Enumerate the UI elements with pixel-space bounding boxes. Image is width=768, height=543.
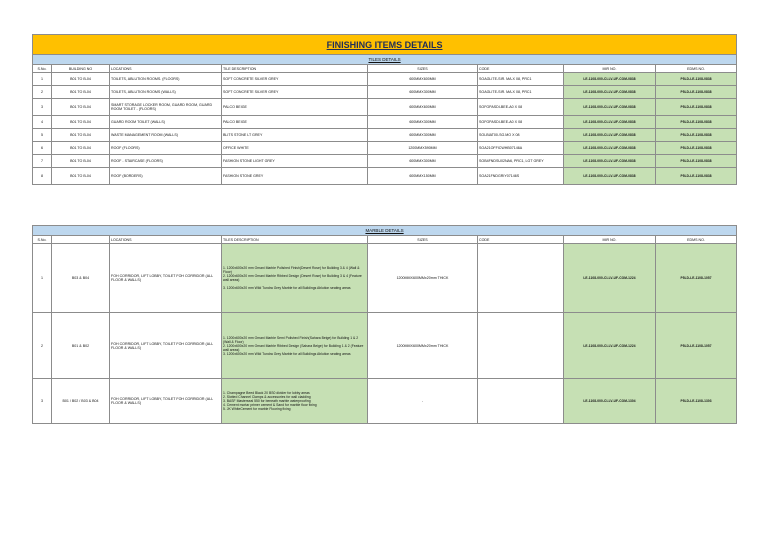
- row-sno: 3: [33, 379, 52, 424]
- header-code: CODE: [478, 65, 564, 73]
- row-mir-no: LE-1108-000-CI-LV-UF-COM-0838: [564, 116, 656, 129]
- row-size: 600MMX300MM: [368, 129, 478, 142]
- row-edms-no: P5LD-LE-1108-0838: [656, 129, 737, 142]
- row-size: 1200MMX590MM: [368, 142, 478, 155]
- row-code: SOA21OFFICWHB07146A: [478, 142, 564, 155]
- row-size: 1200MMX600MMx20mm THICK: [368, 244, 478, 313]
- row-edms-no: P5LD-LE-1108-0838: [656, 116, 737, 129]
- row-description: FASHION STONE LIGHT GREY: [222, 155, 368, 168]
- row-mir-no: LE-1108-000-CI-LV-UF-COM-0838: [564, 142, 656, 155]
- row-size: 600MMX600MM: [368, 99, 478, 116]
- marble-header-row: [33, 236, 737, 244]
- header-size: SIZES: [368, 236, 478, 244]
- table-row: [33, 155, 737, 168]
- row-edms-no: P5LD-LE-1108-1057: [656, 244, 737, 313]
- description-line: 2. Slotted Channel Clamps & accessories for wall cladding: [223, 395, 311, 399]
- row-description: SOFT CONCRETE SILVER GREY: [222, 73, 368, 86]
- row-building: B01 / B02 / B03 & B04: [52, 379, 110, 424]
- description-line: 3. 1200x600x20 mm Wild Tundra Grey Marble for all Buildings Ablution seating areas: [223, 286, 351, 290]
- description-line: 3. 1200x600x20 mm Wild Tundra Grey Marble for all Buildings Ablution seating areas: [223, 351, 351, 356]
- row-code: [478, 313, 564, 379]
- row-location: GUARD ROOM TOILET (WALLS): [110, 116, 222, 129]
- row-edms-no: P5LD-LE-1108-1057: [656, 313, 737, 379]
- description-line: 2. 1200x600x20 mm Omani Marble Ribbed Design (Sahara Beige) for Building 1 & 2 (Feature wall areas): [223, 343, 364, 352]
- row-edms-no: P5LD-LE-1108-0838: [656, 155, 737, 168]
- row-edms-no: P5LD-LE-1108-0838: [656, 86, 737, 99]
- row-size: 600MMX150MM: [368, 168, 478, 185]
- row-description: [222, 244, 368, 313]
- table-row: [33, 313, 737, 379]
- row-description: FASHION STONE GREY: [222, 168, 368, 185]
- row-mir-no: LE-1108-000-CI-LV-UF-COM-0838: [564, 168, 656, 185]
- marble-table: [32, 225, 737, 424]
- row-building: B01 TO B-04: [52, 99, 110, 116]
- table-row: [33, 168, 737, 185]
- header-building: BUILDING NO: [52, 65, 110, 73]
- header-code: CODE: [478, 236, 564, 244]
- row-sno: 7: [33, 155, 52, 168]
- row-building: B01 TO B-04: [52, 116, 110, 129]
- row-size: 600MMX300MM: [368, 155, 478, 168]
- row-building: B01 TO B-04: [52, 129, 110, 142]
- row-description: BLITS STONE LT GREY: [222, 129, 368, 142]
- row-size: 600MMX300MM: [368, 86, 478, 99]
- row-code: SOFGPASDI-BEE-A0 X 08: [478, 99, 564, 116]
- description-line: 2. 1200x600x20 mm Omani Marble Ribbed Design (Desert Rose) for Building 3 & 4 (Feature wall areas): [223, 274, 362, 282]
- row-description: OFFICE WHITE: [222, 142, 368, 155]
- row-location: ROOF - STAIRCASE (FLOORS): [110, 155, 222, 168]
- header-mir: MIR NO.: [564, 65, 656, 73]
- row-sno: 2: [33, 86, 52, 99]
- description-line: 4. Cement mortar primer cement & Sand for marble floor fixing: [223, 403, 317, 407]
- row-code: SOLBIAT00-SG.MO X 08: [478, 129, 564, 142]
- row-code: SOB4FNDSU02NA6, PRC1, LGT GREY: [478, 155, 564, 168]
- row-building: B01 TO B-04: [52, 73, 110, 86]
- row-location: FOH CORRIDOR, LIFT LOBBY, TOILET FOH CORRIDOR (ALL FLOOR & WALLS): [110, 313, 222, 379]
- row-size: -: [368, 379, 478, 424]
- row-code: [478, 244, 564, 313]
- description-line: 3. BASF Masterseal 550 for beneath marble waterproofing: [223, 399, 311, 403]
- header-edms: EDMS NO.: [656, 236, 737, 244]
- row-code: SOA21FNDGRIY07146S: [478, 168, 564, 185]
- header-location: LOCATIONS: [110, 65, 222, 73]
- header-description: TILE DESCRIPTION: [222, 65, 368, 73]
- row-building: B01 TO B-04: [52, 142, 110, 155]
- row-edms-no: P5LD-LE-1108-1303: [656, 379, 737, 424]
- row-building: B01 & B02: [52, 313, 110, 379]
- row-building: B03 & B04: [52, 244, 110, 313]
- row-location: FOH CORRIDOR, LIFT LOBBY, TOILET FOH CORRIDOR (ALL FLOOR & WALLS): [110, 379, 222, 424]
- table-row: [33, 73, 737, 86]
- row-sno: 1: [33, 244, 52, 313]
- row-sno: 6: [33, 142, 52, 155]
- row-mir-no: LE-1108-000-CI-LV-UF-COM-1224: [564, 313, 656, 379]
- row-building: B01 TO B-04: [52, 86, 110, 99]
- row-mir-no: LE-1108-000-CI-LV-UF-COM-0838: [564, 155, 656, 168]
- row-sno: 4: [33, 116, 52, 129]
- page-title: FINISHING ITEMS DETAILS: [33, 35, 737, 55]
- description-line: 5. JK WhiteCement for marble Flooring fixing: [223, 407, 291, 411]
- row-size: 1200MMX600MMx20mm THICK: [368, 313, 478, 379]
- description-line: 1. 1200x600x20 mm Omani Marble Semi Polished Finish(Sahara Beige) for Building 1 & 2 (Wall & Floor): [223, 335, 359, 344]
- row-edms-no: P5LD-LE-1108-0838: [656, 142, 737, 155]
- table-row: [33, 379, 737, 424]
- header-mir: MIR NO.: [564, 236, 656, 244]
- row-location: WASTE MANAGEMENT ROOM (WALLS): [110, 129, 222, 142]
- row-description: PALCO BEIGE: [222, 116, 368, 129]
- header-description: TILES DESCRIPTION: [222, 236, 368, 244]
- row-sno: 3: [33, 99, 52, 116]
- table-row: [33, 86, 737, 99]
- table-row: [33, 142, 737, 155]
- header-building: [52, 236, 110, 244]
- row-mir-no: LE-1108-000-CI-LV-UF-COM-0838: [564, 86, 656, 99]
- row-mir-no: LE-1108-000-CI-LV-UF-COM-0838: [564, 73, 656, 86]
- row-location: SMART STORAGE LOCKER ROOM, GUARD ROOM, GUARD ROOM TOILET - (FLOORS): [110, 99, 222, 116]
- row-size: 600MMX600MM: [368, 73, 478, 86]
- header-size: SIZES: [368, 65, 478, 73]
- row-code: SOFGPASDI-BEE-A0 X 08: [478, 116, 564, 129]
- description-line: 1. Champagne Beed Black 20 BS0 divider for lobby areas: [223, 391, 310, 395]
- row-location: TOILETS, ABLUTION ROOMS (WALLS): [110, 86, 222, 99]
- row-building: B01 TO B-04: [52, 155, 110, 168]
- row-size: 600MMX300MM: [368, 116, 478, 129]
- row-description: PALCO BEIGE: [222, 99, 368, 116]
- row-sno: 1: [33, 73, 52, 86]
- row-mir-no: LE-1108-000-CI-LV-UF-COM-0838: [564, 129, 656, 142]
- header-sno: S.No.: [33, 236, 52, 244]
- row-edms-no: P5LD-LE-1108-0838: [656, 99, 737, 116]
- tiles-table: [32, 34, 737, 185]
- header-sno: S.No.: [33, 65, 52, 73]
- row-code: SOAGLITE-SIR. MA.X 08, PRC1: [478, 73, 564, 86]
- row-location: ROOF (BORDERS): [110, 168, 222, 185]
- row-description: SOFT CONCRETE SILVER GREY: [222, 86, 368, 99]
- row-code: [478, 379, 564, 424]
- header-edms: EDMS NO.: [656, 65, 737, 73]
- header-location: LOCATIONS: [110, 236, 222, 244]
- row-edms-no: P5LD-LE-1108-0838: [656, 73, 737, 86]
- row-code: SOAGLITE-SIR. MA.X 08, PRC1: [478, 86, 564, 99]
- tiles-header-row: [33, 65, 737, 73]
- row-location: FOH CORRIDOR, LIFT LOBBY, TOILET FOH CORRIDOR (ALL FLOOR & WALLS): [110, 244, 222, 313]
- row-location: ROOF (FLOORS): [110, 142, 222, 155]
- row-description: [222, 313, 368, 379]
- row-sno: 8: [33, 168, 52, 185]
- row-sno: 2: [33, 313, 52, 379]
- row-sno: 5: [33, 129, 52, 142]
- table-row: [33, 99, 737, 116]
- row-building: B01 TO B-04: [52, 168, 110, 185]
- row-description: [222, 379, 368, 424]
- table-row: [33, 244, 737, 313]
- tiles-section-title: TILES DETAILS: [33, 55, 737, 65]
- row-mir-no: LE-1108-000-CI-LV-UF-COM-1304: [564, 379, 656, 424]
- row-mir-no: LE-1108-000-CI-LV-UF-COM-0838: [564, 99, 656, 116]
- row-mir-no: LE-1108-000-CI-LV-UF-COM-1224: [564, 244, 656, 313]
- row-edms-no: P5LD-LE-1108-0838: [656, 168, 737, 185]
- row-location: TOILETS, ABLUTION ROOMS. (FLOORS): [110, 73, 222, 86]
- marble-section-title: MARBLE DETAILS: [33, 226, 737, 236]
- table-row: [33, 116, 737, 129]
- description-line: 1. 1200x600x20 mm Omani Marble Polished Finish(Desert Rose) for Building 3 & 4 (Wall & Floor): [223, 266, 360, 274]
- table-row: [33, 129, 737, 142]
